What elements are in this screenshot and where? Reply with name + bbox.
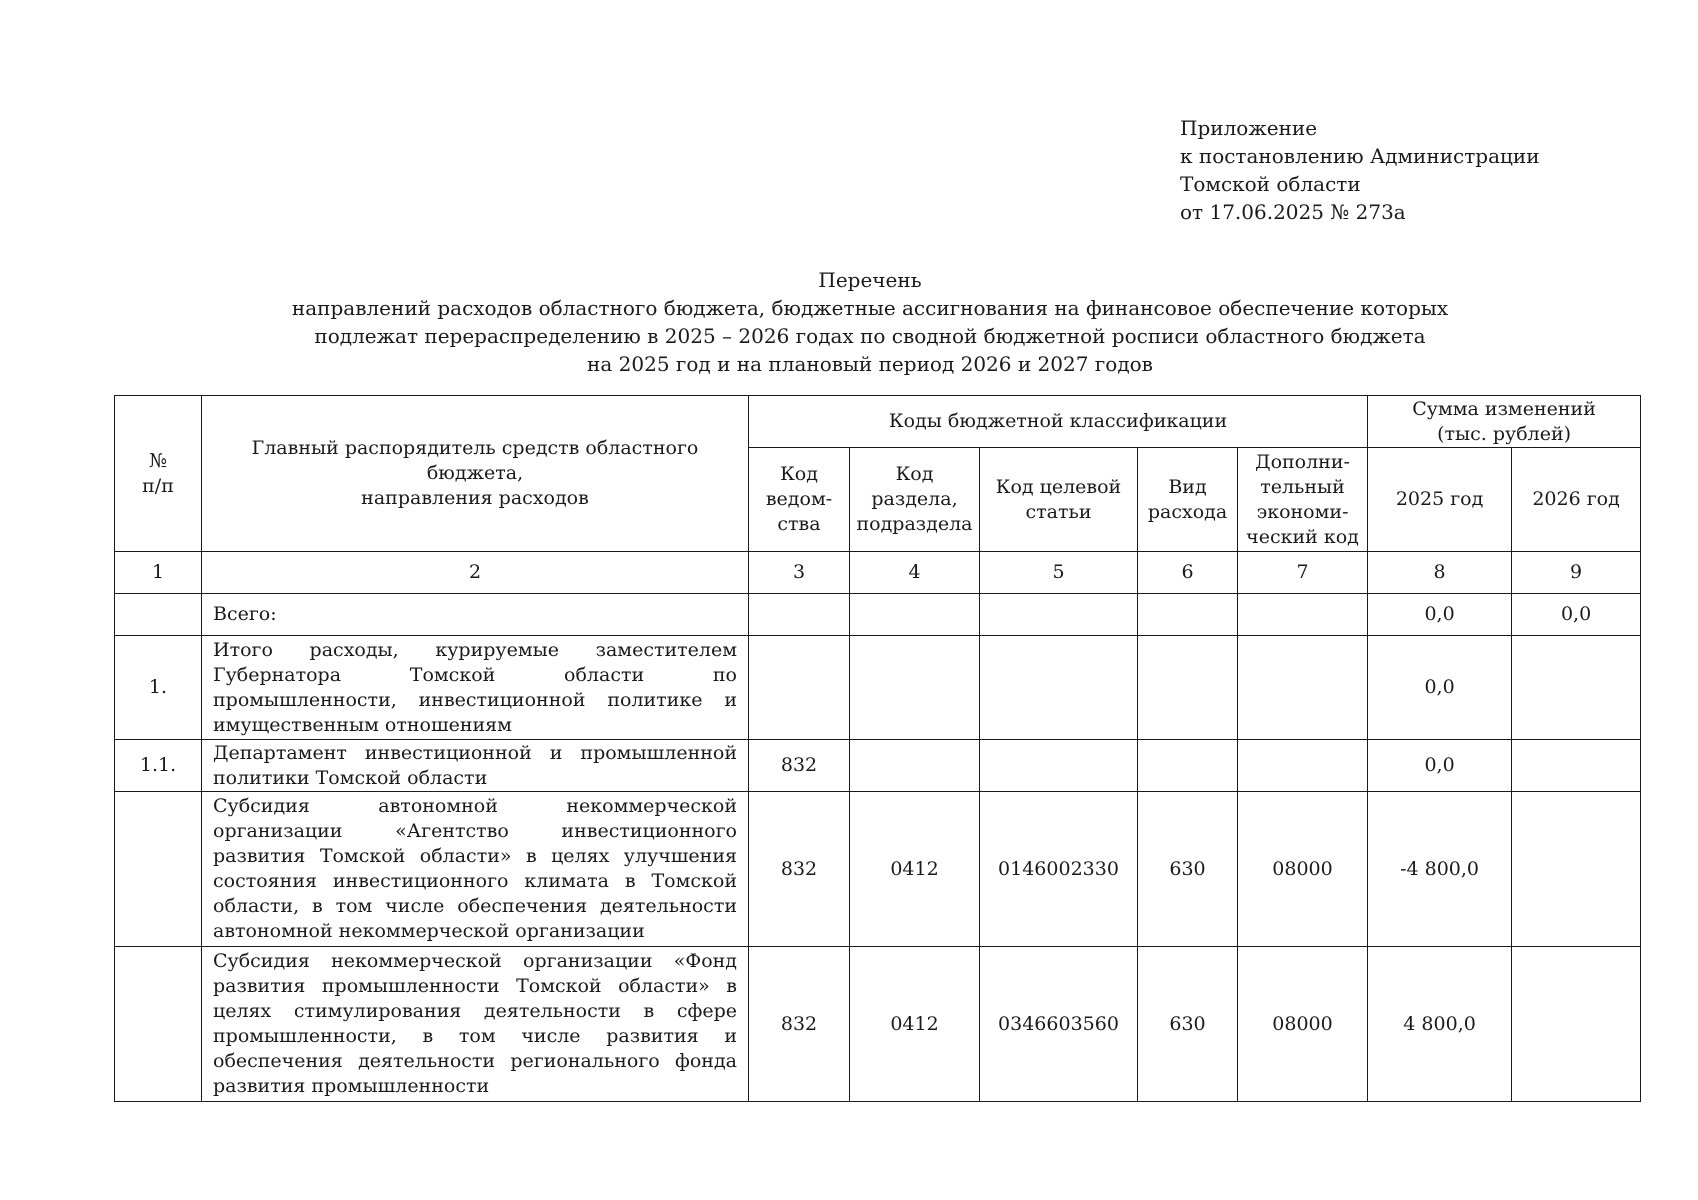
row-cs: [980, 740, 1138, 792]
budget-table: [114, 395, 1641, 1102]
total-2025: 0,0: [1368, 594, 1512, 636]
row-dop: 08000: [1238, 792, 1368, 947]
row-dop: [1238, 636, 1368, 740]
column-number: 6: [1138, 552, 1238, 594]
table-row: [115, 947, 1641, 1102]
table-row: [115, 792, 1641, 947]
row-ved: [749, 636, 850, 740]
row-razd: 0412: [850, 947, 980, 1102]
column-number: 2: [202, 552, 749, 594]
header-year-2026: 2026 год: [1512, 448, 1641, 552]
row-cs: [980, 636, 1138, 740]
total-row: [115, 594, 1641, 636]
row-ved: 832: [749, 792, 850, 947]
row-text: Субсидия некоммерческой организации «Фонд развития промышленности Томской области» в целях стимулирования деятельности в сфере промышленности, в том числе развития и обеспечения деятельности регионального фонда развития промышленности: [202, 947, 749, 1102]
row-text: Итого расходы, курируемые заместителем Губернатора Томской области по промышленности, инвестиционной политике и имущественным отношениям: [202, 636, 749, 740]
header-name: Главный распорядитель средств областного бюджета, направления расходов: [202, 396, 749, 552]
row-cs: 0146002330: [980, 792, 1138, 947]
column-number: 1: [115, 552, 202, 594]
total-num: [115, 594, 202, 636]
row-num: 1.: [115, 636, 202, 740]
row-dop: [1238, 740, 1368, 792]
row-vr: [1138, 636, 1238, 740]
title-line: направлений расходов областного бюджета, бюджетные ассигнования на финансовое обеспечение которых: [291, 296, 1449, 320]
row-razd: [850, 636, 980, 740]
row-2026: [1512, 740, 1641, 792]
header-num: № п/п: [115, 396, 202, 552]
column-number: 8: [1368, 552, 1512, 594]
table-row: [115, 740, 1641, 792]
title-line: на 2025 год и на плановый период 2026 и 2027 годов: [587, 352, 1153, 376]
column-number: 7: [1238, 552, 1368, 594]
row-ved: 832: [749, 947, 850, 1102]
row-text: Субсидия автономной некоммерческой организации «Агентство инвестиционного развития Томской области» в целях улучшения состояния инвестиционного климата в Томской области, в том числе обеспечения деятельности автономной некоммерческой организации: [202, 792, 749, 947]
row-dop: 08000: [1238, 947, 1368, 1102]
appendix-block: [1180, 114, 1540, 226]
row-num: [115, 947, 202, 1102]
column-number: 5: [980, 552, 1138, 594]
title-line: подлежат перераспределению в 2025 – 2026 годах по сводной бюджетной росписи областного бюджета: [314, 324, 1426, 348]
row-2026: [1512, 947, 1641, 1102]
column-number: 3: [749, 552, 850, 594]
row-2025: -4 800,0: [1368, 792, 1512, 947]
row-num: [115, 792, 202, 947]
header-code-vr: Вид расхода: [1138, 448, 1238, 552]
row-2026: [1512, 792, 1641, 947]
row-vr: 630: [1138, 792, 1238, 947]
row-vr: 630: [1138, 947, 1238, 1102]
header-code-ved: Код ведом- ства: [749, 448, 850, 552]
total-2026: 0,0: [1512, 594, 1641, 636]
row-vr: [1138, 740, 1238, 792]
column-numbers-row: [115, 552, 1641, 594]
row-ved: 832: [749, 740, 850, 792]
row-2025: 0,0: [1368, 636, 1512, 740]
row-num: 1.1.: [115, 740, 202, 792]
appendix-line: от 17.06.2025 № 273а: [1180, 200, 1406, 224]
row-2025: 4 800,0: [1368, 947, 1512, 1102]
header-sum-group: Сумма изменений (тыс. рублей): [1368, 396, 1641, 448]
total-label: Всего:: [202, 594, 749, 636]
header-code-razd: Код раздела, подраздела: [850, 448, 980, 552]
row-razd: [850, 740, 980, 792]
appendix-line: к постановлению Администрации: [1180, 144, 1540, 168]
row-text: Департамент инвестиционной и промышленной политики Томской области: [202, 740, 749, 792]
document-title: [0, 266, 1698, 378]
header-codes-group: Коды бюджетной классификации: [749, 396, 1368, 448]
header-year-2025: 2025 год: [1368, 448, 1512, 552]
row-razd: 0412: [850, 792, 980, 947]
table-row: [115, 636, 1641, 740]
row-2026: [1512, 636, 1641, 740]
appendix-line: Томской области: [1180, 172, 1361, 196]
row-cs: 0346603560: [980, 947, 1138, 1102]
header-code-dop: Дополни- тельный экономи- ческий код: [1238, 448, 1368, 552]
column-number: 9: [1512, 552, 1641, 594]
row-2025: 0,0: [1368, 740, 1512, 792]
header-row: [115, 396, 1641, 448]
appendix-line: Приложение: [1180, 116, 1318, 140]
header-code-cs: Код целевой статьи: [980, 448, 1138, 552]
column-number: 4: [850, 552, 980, 594]
title-line: Перечень: [818, 268, 922, 292]
